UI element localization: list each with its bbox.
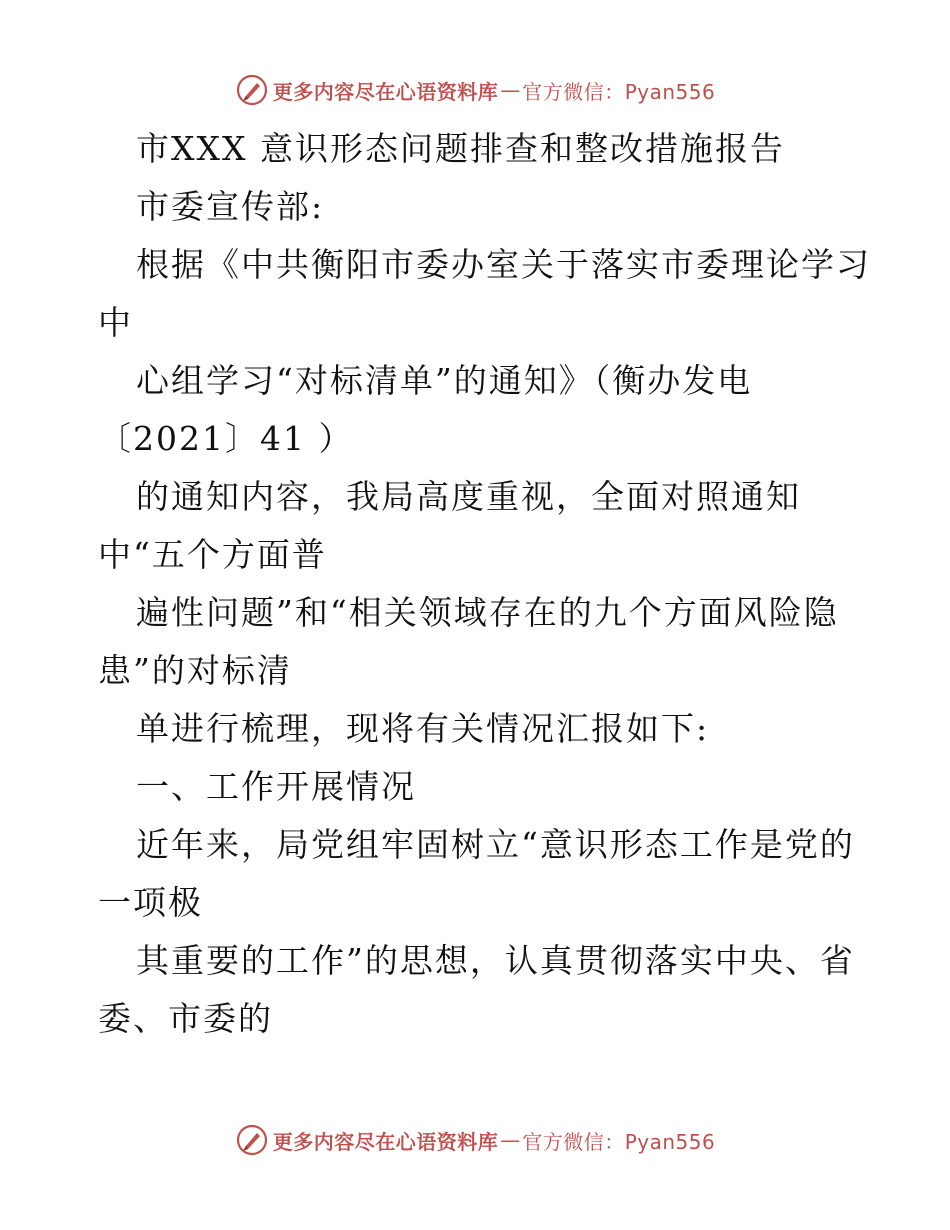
footer-watermark (0, 1120, 950, 1160)
doc-line: 委、市委的 (98, 999, 273, 1038)
doc-line: 近年来，局党组牢固树立“意识形态工作是党的 (136, 825, 855, 864)
doc-line: 遍性问题”和“相关领域存在的九个方面风险隐 (136, 593, 839, 632)
doc-line: 根据《中共衡阳市委办室关于落实市委理论学习 (136, 245, 871, 284)
doc-line: 中 (98, 303, 133, 342)
doc-line: 中“五个方面普 (98, 535, 327, 574)
doc-line: 〔2021〕41 ） (98, 419, 354, 458)
pen-logo-icon (235, 1123, 269, 1157)
doc-line: 一项极 (98, 883, 203, 922)
watermark-site-text: 更多内容尽在心语资料库 (272, 1129, 499, 1154)
document-body (98, 120, 878, 1048)
pen-logo-icon (235, 73, 269, 107)
doc-line: 其重要的工作”的思想，认真贯彻落实中央、省 (136, 941, 855, 980)
doc-line: 市XXX 意识形态问题排查和整改措施报告 (136, 129, 785, 168)
doc-line: 市委宣传部: (136, 187, 325, 226)
watermark-separator: — (500, 78, 521, 102)
doc-line: 心组学习“对标清单”的通知》（衡办发电 (136, 361, 753, 400)
doc-line: 患”的对标清 (98, 651, 292, 690)
header-watermark (0, 70, 950, 110)
watermark-contact-text: 官方微信：Pyan556 (522, 1129, 716, 1154)
watermark-site-text: 更多内容尽在心语资料库 (272, 79, 499, 104)
watermark-separator: — (500, 1128, 521, 1152)
watermark-contact-text: 官方微信：Pyan556 (522, 79, 716, 104)
doc-line: 的通知内容，我局高度重视，全面对照通知 (136, 477, 801, 516)
doc-line: 一、工作开展情况 (136, 767, 416, 806)
doc-line: 单进行梳理，现将有关情况汇报如下: (136, 709, 710, 748)
